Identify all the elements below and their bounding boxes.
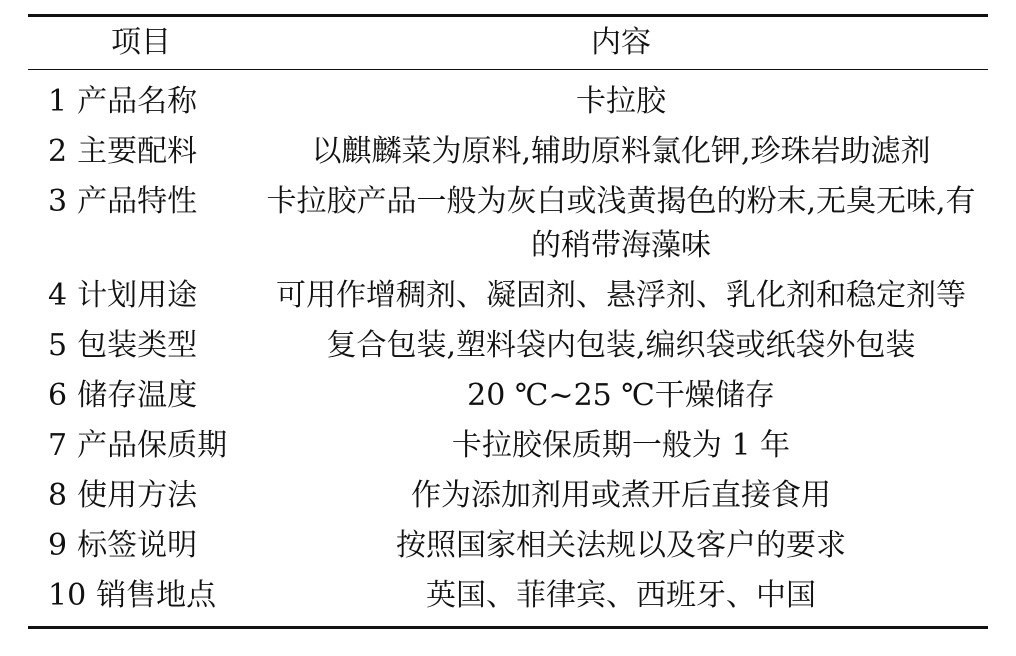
row-item-cell <box>28 271 254 321</box>
row-number: 10 <box>48 578 87 613</box>
header-content: 内容 <box>591 25 651 60</box>
row-number: 3 <box>48 184 68 219</box>
product-description-table-container <box>28 14 988 629</box>
row-content: 作为添加剂用或煮开后直接食用 <box>411 478 831 513</box>
row-number: 5 <box>48 328 68 363</box>
row-content: 20 ℃~25 ℃干燥储存 <box>467 378 775 413</box>
row-number: 4 <box>48 278 68 313</box>
row-content: 英国、菲律宾、西班牙、中国 <box>426 578 816 613</box>
row-number: 6 <box>48 378 68 413</box>
row-item-name: 储存温度 <box>77 378 198 413</box>
row-item-name: 主要配料 <box>77 134 198 169</box>
row-content: 按照国家相关法规以及客户的要求 <box>396 528 846 563</box>
row-item-name: 包装类型 <box>77 328 198 363</box>
row-content: 可用作增稠剂、凝固剂、悬浮剂、乳化剂和稳定剂等 <box>276 278 966 313</box>
table-row <box>28 321 988 371</box>
row-item-cell <box>28 421 254 471</box>
row-item-name: 产品特性 <box>77 184 198 219</box>
row-item-name: 计划用途 <box>77 278 198 313</box>
row-item-cell <box>28 521 254 571</box>
row-item-cell <box>28 371 254 421</box>
table-row <box>28 421 988 471</box>
row-number: 8 <box>48 478 68 513</box>
row-content: 卡拉胶保质期一般为 1 年 <box>451 428 791 463</box>
table-row <box>28 371 988 421</box>
row-item-name: 产品名称 <box>77 84 198 119</box>
row-number: 7 <box>48 428 68 463</box>
table-body <box>28 70 988 628</box>
row-number: 1 <box>48 84 68 119</box>
table-row <box>28 70 988 128</box>
table-row <box>28 571 988 628</box>
row-item-cell <box>28 127 254 177</box>
row-item-name: 产品保质期 <box>77 428 228 463</box>
table-row <box>28 177 988 271</box>
header-item: 项目 <box>111 25 171 60</box>
row-item-name: 销售地点 <box>96 578 217 613</box>
row-item-cell <box>28 177 254 271</box>
table-row <box>28 271 988 321</box>
row-item-name: 使用方法 <box>77 478 198 513</box>
row-item-cell <box>28 70 254 128</box>
row-item-name: 标签说明 <box>77 528 198 563</box>
row-content: 卡拉胶产品一般为灰白或浅黄揭色的粉末,无臭无味,有的稍带海藻味 <box>266 184 976 263</box>
row-content: 复合包装,塑料袋内包装,编织袋或纸袋外包装 <box>326 328 916 363</box>
table-row <box>28 127 988 177</box>
product-description-table <box>28 14 988 629</box>
row-item-cell <box>28 471 254 521</box>
header-row <box>28 16 988 70</box>
row-item-cell <box>28 571 254 628</box>
table-header <box>28 16 988 70</box>
row-item-cell <box>28 321 254 371</box>
table-row <box>28 521 988 571</box>
row-content: 以麒麟菜为原料,辅助原料氯化钾,珍珠岩助滤剂 <box>311 134 931 169</box>
row-content: 卡拉胶 <box>576 84 666 119</box>
row-number: 2 <box>48 134 68 169</box>
row-number: 9 <box>48 528 68 563</box>
table-row <box>28 471 988 521</box>
